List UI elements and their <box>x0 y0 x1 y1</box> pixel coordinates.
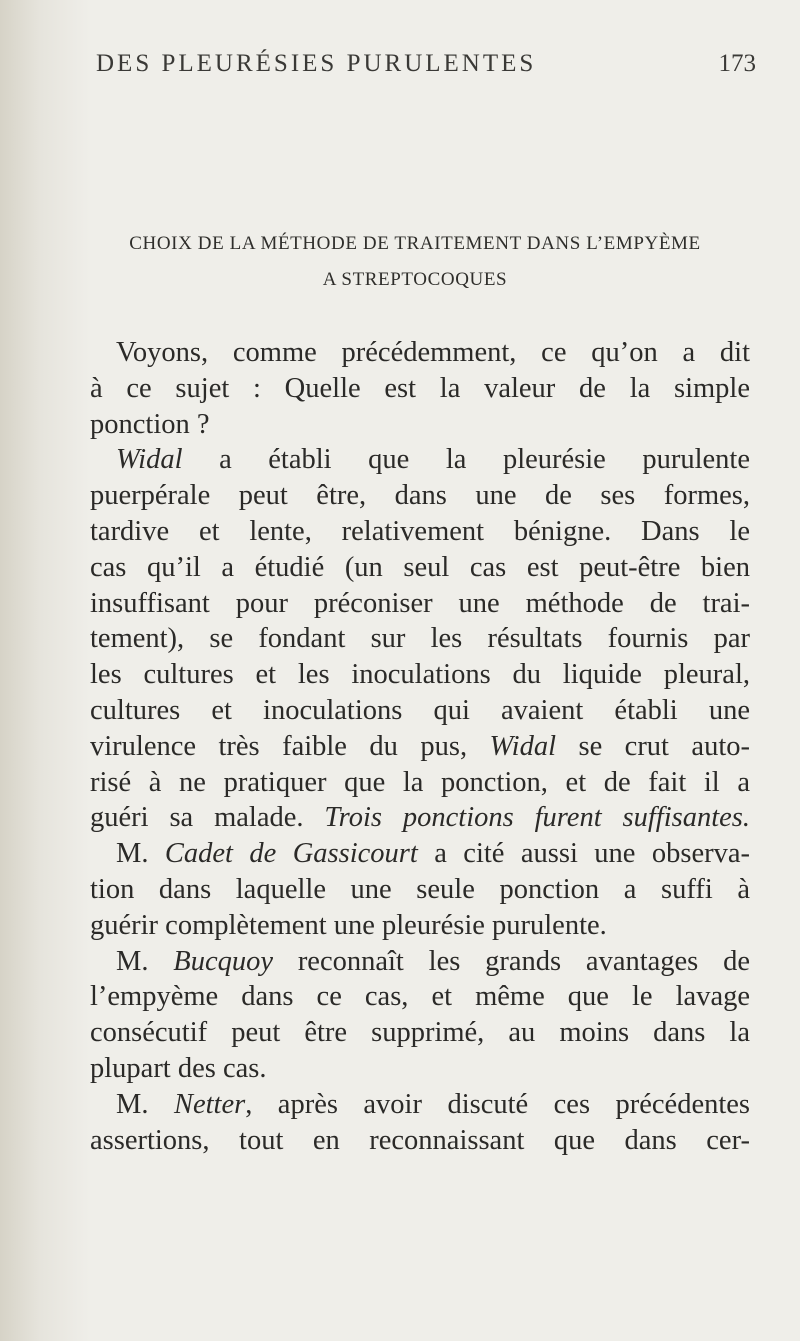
text-line: l’empyème dans ce cas, et même que le lavage <box>90 981 750 1013</box>
section-heading <box>70 226 760 298</box>
text-line: les cultures et les inoculations du liquide pleural, <box>90 659 750 691</box>
text-line: Voyons, comme précédemment, ce qu’on a dit <box>116 337 750 368</box>
author-name: Bucquoy <box>173 945 273 977</box>
text-line: à ce sujet : Quelle est la valeur de la simple <box>90 372 750 404</box>
text-line: tion dans laquelle une seule ponction a suffi à <box>90 873 750 905</box>
page-number: 173 <box>718 50 756 77</box>
text-line: risé à ne pratiquer que la ponction, et de fait il a <box>90 766 750 798</box>
text-line: consécutif peut être supprimé, au moins dans la <box>90 1017 750 1049</box>
text-line: tardive et lente, relativement bénigne. Dans le <box>90 515 750 547</box>
author-name: Netter <box>173 1088 246 1120</box>
text-line: Widal a établi que la pleurésie purulente <box>116 444 750 476</box>
text-line: assertions, tout en reconnaissant que dans cer- <box>90 1124 750 1156</box>
text-line: insuffisant pour préconiser une méthode de trai- <box>90 587 750 619</box>
text-line: plupart des cas. <box>90 1052 267 1084</box>
text-line: guérir complètement une pleurésie purulente. <box>90 909 607 941</box>
text-line: guéri sa malade. Trois ponctions furent suffisantes. <box>90 802 750 834</box>
text-line: M. Bucquoy reconnaît les grands avantages de <box>116 945 750 977</box>
running-title: DES PLEURÉSIES PURULENTES <box>96 50 537 77</box>
section-heading-line-1: CHOIX DE LA MÉTHODE DE TRAITEMENT DANS L’EMPYÈME <box>129 233 701 254</box>
text-line: puerpérale peut être, dans une de ses formes, <box>90 480 750 512</box>
section-heading-line-2: A STREPTOCOQUES <box>322 269 508 291</box>
text-line: M. Netter, après avoir discuté ces précédentes <box>116 1088 751 1120</box>
text-line: virulence très faible du pus, Widal se crut auto- <box>90 730 750 762</box>
text-line: cultures et inoculations qui avaient établi une <box>90 694 750 726</box>
text-line: tement), se fondant sur les résultats fournis par <box>90 623 750 655</box>
emphasis: Trois ponctions furent suffisantes. <box>324 802 750 834</box>
body-text <box>90 335 750 1158</box>
author-name: Widal <box>116 444 183 476</box>
author-name: Widal <box>489 730 557 762</box>
text-line: cas qu’il a étudié (un seul cas est peut-être bien <box>90 551 750 583</box>
author-name: Cadet de Gassicourt <box>164 838 418 870</box>
running-head <box>96 50 756 90</box>
text-line: M. Cadet de Gassicourt a cité aussi une observa- <box>116 838 750 870</box>
text-line: ponction ? <box>90 408 210 440</box>
